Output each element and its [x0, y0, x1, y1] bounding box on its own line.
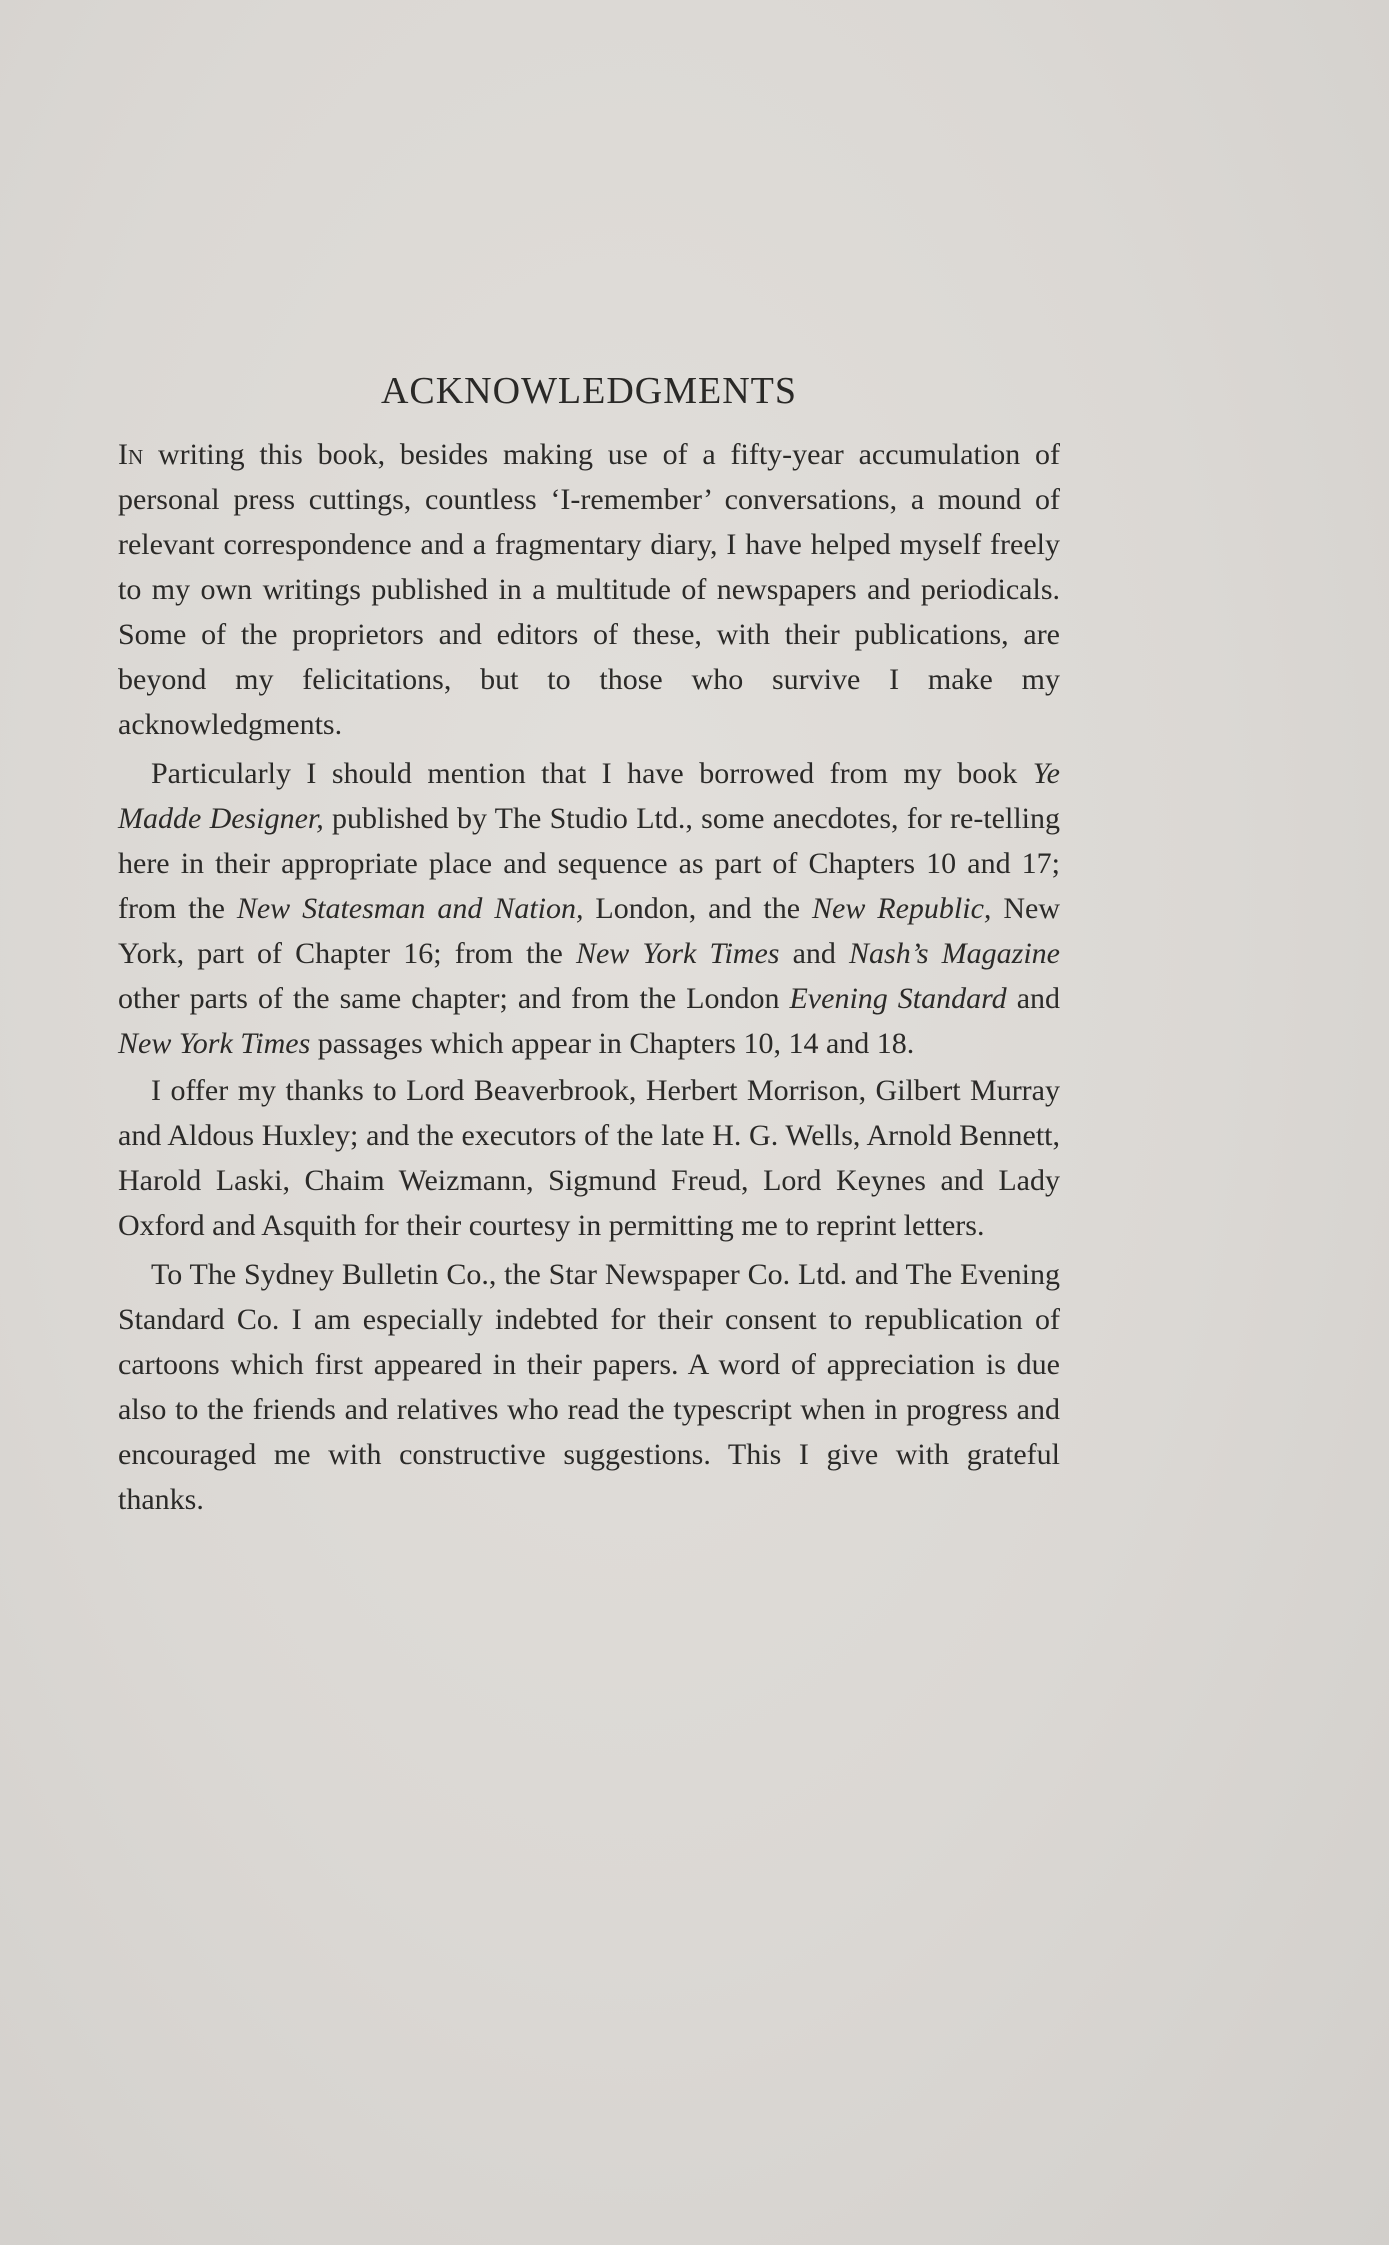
page-title: ACKNOWLEDGMENTS [380, 370, 798, 412]
title-italic: Evening Standard [789, 982, 1007, 1015]
title-italic: Nash’s Magazine [849, 937, 1060, 970]
paragraph-2-text: London, and the [583, 892, 813, 925]
paragraph-2-text: passages which appear in Chapters 10, 14 and 18. [310, 1027, 915, 1060]
paragraph-2-text: other parts of the same chapter; and from the London [118, 982, 790, 1015]
title-italic: New Republic, [812, 892, 992, 925]
paragraph-2 [118, 751, 1060, 1066]
paragraph-2-text: New York, part of Chapter 16; from the [118, 892, 1061, 970]
paragraph-4: To The Sydney Bulletin Co., the Star Newspaper Co. Ltd. and The Evening Standard Co. I am especially indebted for their consent to republication of cartoons which first appeared in their papers. A word of appreciation is due also to the friends and relatives who read the typescript when in progress and encouraged me with constructive suggestions. This I give with grateful thanks. [118, 1258, 1060, 1516]
title-italic: Ye Madde Designer, [118, 757, 1060, 835]
paragraph-2-text: and [1006, 982, 1061, 1015]
paragraph-2-text: Particularly I should mention that I have borrowed from my book [151, 757, 1033, 790]
paragraph-2-text: published by The Studio Ltd., some anecdotes, for re-telling here in their appropriate place and sequence as part of Chapters 10 and 17; from the [118, 802, 1060, 925]
paragraph-1-lead: In [118, 438, 144, 471]
paragraph-2-text: and [779, 937, 850, 970]
paragraph-1 [118, 432, 1060, 747]
title-italic: New Statesman and Nation, [236, 892, 584, 925]
title-italic: New York Times [118, 1027, 311, 1060]
paragraph-3: I offer my thanks to Lord Beaverbrook, Herbert Morrison, Gilbert Murray and Aldous Huxley; and the executors of the late H. G. Wells, Arnold Bennett, Harold Laski, Chaim Weizmann, Sigmund Freud, Lord Keynes and Lady Oxford and Asquith for their courtesy in permitting me to reprint letters. [118, 1074, 1060, 1242]
title-italic: New York Times [575, 937, 780, 970]
page-content [118, 368, 1060, 1522]
paragraph-1-text: writing this book, besides making use of a fifty-year accumulation of personal press cuttings, countless ‘I-remember’ conversations, a mound of relevant correspondence and a fragmentary diary, I have helped myself freely to my own writings published in a multitude of newspapers and periodicals. Some of the proprietors and editors of these, with their publications, are beyond my felicitations, but to those who survive I make my acknowledgments. [118, 438, 1060, 741]
